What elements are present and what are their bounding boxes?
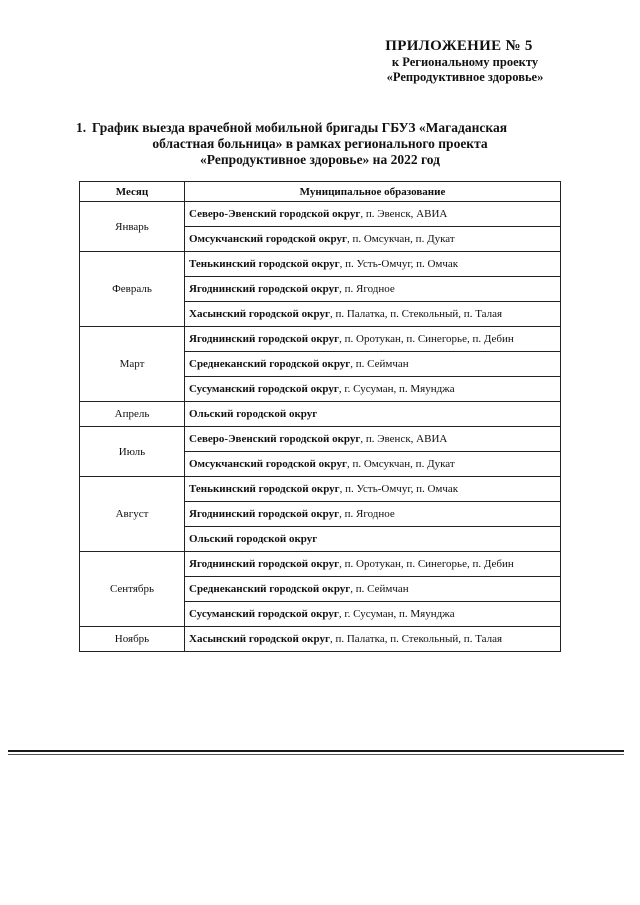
settlements: , п. Усть-Омчуг, п. Омчак	[339, 483, 459, 495]
district-name: Сусуманский городской округ	[189, 608, 339, 620]
municipality-cell	[185, 627, 561, 652]
settlements: , п. Палатка, п. Стекольный, п. Талая	[329, 633, 503, 645]
month-cell: Июль	[80, 427, 185, 477]
municipality-cell	[185, 202, 561, 227]
table-row	[80, 327, 561, 352]
table-row	[80, 552, 561, 577]
month-cell: Январь	[80, 202, 185, 252]
month-cell: Февраль	[80, 252, 185, 327]
district-name: Хасынский городской округ	[189, 308, 330, 320]
district-name: Ягоднинский городской округ	[189, 508, 340, 520]
appendix-line-2: «Репродуктивное здоровье»	[386, 70, 544, 84]
district-name: Омсукчанский городской округ	[189, 458, 347, 470]
district-name: Северо-Эвенский городской округ	[189, 433, 361, 445]
district-name: Сусуманский городской округ	[189, 383, 339, 395]
district-name: Северо-Эвенский городской округ	[189, 208, 361, 220]
heading-line-3: «Репродуктивное здоровье» на 2022 год	[200, 152, 440, 167]
table-row	[80, 402, 561, 427]
heading-line-2: областная больница» в рамках регионального проекта	[152, 136, 488, 151]
municipality-cell	[185, 277, 561, 302]
district-name: Ольский городской округ	[189, 533, 318, 545]
municipality-cell	[185, 577, 561, 602]
settlements: , п. Эвенск, АВИА	[360, 208, 448, 220]
settlements: , г. Сусуман, п. Мяунджа	[338, 608, 455, 620]
month-cell: Август	[80, 477, 185, 552]
municipality-cell	[185, 302, 561, 327]
district-name: Омсукчанский городской округ	[189, 233, 347, 245]
table-header-row	[80, 182, 561, 202]
month-cell: Март	[80, 327, 185, 402]
settlements: , п. Усть-Омчуг, п. Омчак	[339, 258, 459, 270]
month-cell: Апрель	[80, 402, 185, 427]
settlements: , п. Палатка, п. Стекольный, п. Талая	[329, 308, 503, 320]
municipality-cell	[185, 552, 561, 577]
settlements: , п. Оротукан, п. Синегорье, п. Дебин	[339, 558, 514, 570]
settlements: , г. Сусуман, п. Мяунджа	[338, 383, 455, 395]
header-municipality: Муниципальное образование	[185, 182, 561, 202]
municipality-cell	[185, 402, 561, 427]
district-name: Тенькинский городской округ	[189, 258, 340, 270]
footer-rule	[8, 750, 624, 752]
municipality-cell	[185, 352, 561, 377]
district-name: Ягоднинский городской округ	[189, 283, 340, 295]
table-row	[80, 427, 561, 452]
schedule-heading	[76, 120, 564, 168]
settlements: , п. Сеймчан	[350, 358, 409, 370]
settlements: , п. Оротукан, п. Синегорье, п. Дебин	[339, 333, 514, 345]
schedule-table	[79, 181, 561, 652]
municipality-cell	[185, 527, 561, 552]
heading-number: 1.	[76, 120, 87, 135]
appendix-header	[300, 38, 600, 85]
district-name: Ягоднинский городской округ	[189, 558, 340, 570]
municipality-cell	[185, 502, 561, 527]
settlements: , п. Омсукчан, п. Дукат	[346, 233, 455, 245]
municipality-cell	[185, 227, 561, 252]
settlements: , п. Сеймчан	[350, 583, 409, 595]
table-row	[80, 477, 561, 502]
municipality-cell	[185, 427, 561, 452]
table-body	[80, 202, 561, 652]
header-month: Месяц	[80, 182, 185, 202]
district-name: Тенькинский городской округ	[189, 483, 340, 495]
footer-rule-thin	[8, 754, 624, 755]
district-name: Среднеканский городской округ	[189, 583, 351, 595]
district-name: Ягоднинский городской округ	[189, 333, 340, 345]
municipality-cell	[185, 452, 561, 477]
municipality-cell	[185, 602, 561, 627]
municipality-cell	[185, 252, 561, 277]
municipality-cell	[185, 327, 561, 352]
table-row	[80, 202, 561, 227]
month-cell: Ноябрь	[80, 627, 185, 652]
table-row	[80, 252, 561, 277]
settlements: , п. Эвенск, АВИА	[360, 433, 448, 445]
settlements: , п. Ягодное	[339, 283, 395, 295]
month-cell: Сентябрь	[80, 552, 185, 627]
district-name: Хасынский городской округ	[189, 633, 330, 645]
district-name: Ольский городской округ	[189, 408, 318, 420]
municipality-cell	[185, 477, 561, 502]
appendix-title: ПРИЛОЖЕНИЕ № 5	[385, 38, 533, 54]
settlements: , п. Ягодное	[339, 508, 395, 520]
district-name: Среднеканский городской округ	[189, 358, 351, 370]
heading-line-1: График выезда врачебной мобильной бригады ГБУЗ «Магаданская	[92, 120, 507, 135]
settlements: , п. Омсукчан, п. Дукат	[346, 458, 455, 470]
appendix-line-1: к Региональному проекту	[391, 55, 539, 69]
municipality-cell	[185, 377, 561, 402]
table-row	[80, 627, 561, 652]
